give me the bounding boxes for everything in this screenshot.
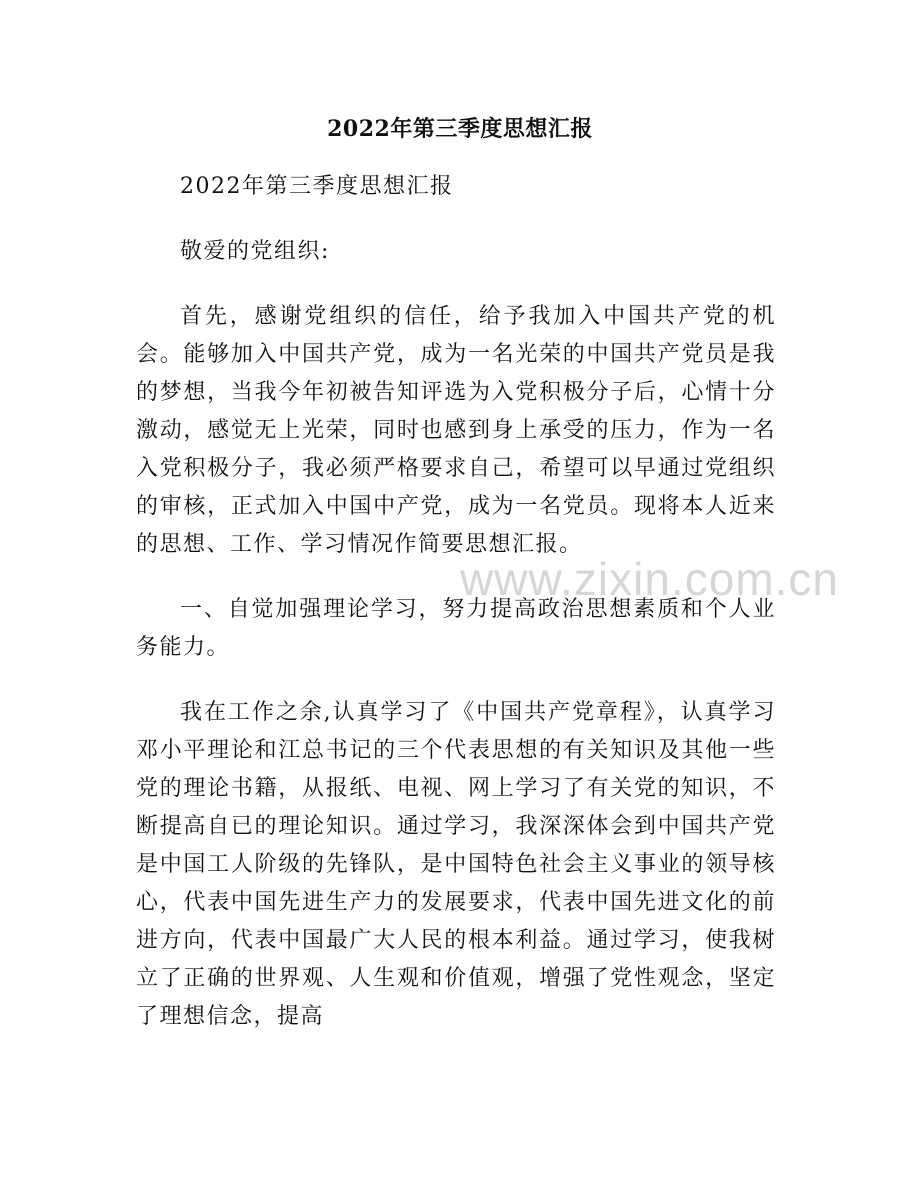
study-paragraph: 我在工作之余,认真学习了《中国共产党章程》，认真学习邓小平理论和江总书记的三个代表思想的有关知识及其他一些党的理论书籍，从报纸、电视、网上学习了有关党的知识，不断提高自已的理论知识。通过学习，我深深体会到中国共产党是中国工人阶级的先锋队，是中国特色社会主义事业的领导核心，代表中国先进生产力的发展要求，代表中国先进文化的前进方向，代表中国最广大人民的根本利益。通过学习，使我树立了正确的世界观、人生观和价值观，增强了党性观念，坚定了理想信念，提高 [136,700,776,1029]
intro-paragraph: 首先，感谢党组织的信任，给予我加入中国共产党的机会。能够加入中国共产党，成为一名光荣的中国共产党员是我的梦想，当我今年初被告知评选为入党积极分子后，心情十分激动，感觉无上光荣，同时也感到身上承受的压力，作为一名入党积极分子，我必须严格要求自己，希望可以早通过党组织的审核，正式加入中国中产党，成为一名党员。现将本人近来的思想、工作、学习情况作简要思想汇报。 [136,304,776,557]
salutation-paragraph: 敬爱的党组织: [180,239,330,264]
watermark-text: www.zixin.com.cn [460,553,839,605]
document-title: 2022年第三季度思想汇报 [327,116,593,142]
section-heading-paragraph: 一、自觉加强理论学习，努力提高政治思想素质和个人业务能力。 [136,597,776,660]
subtitle-paragraph: 2022年第三季度思想汇报 [180,174,454,199]
document-body [136,168,776,1063]
